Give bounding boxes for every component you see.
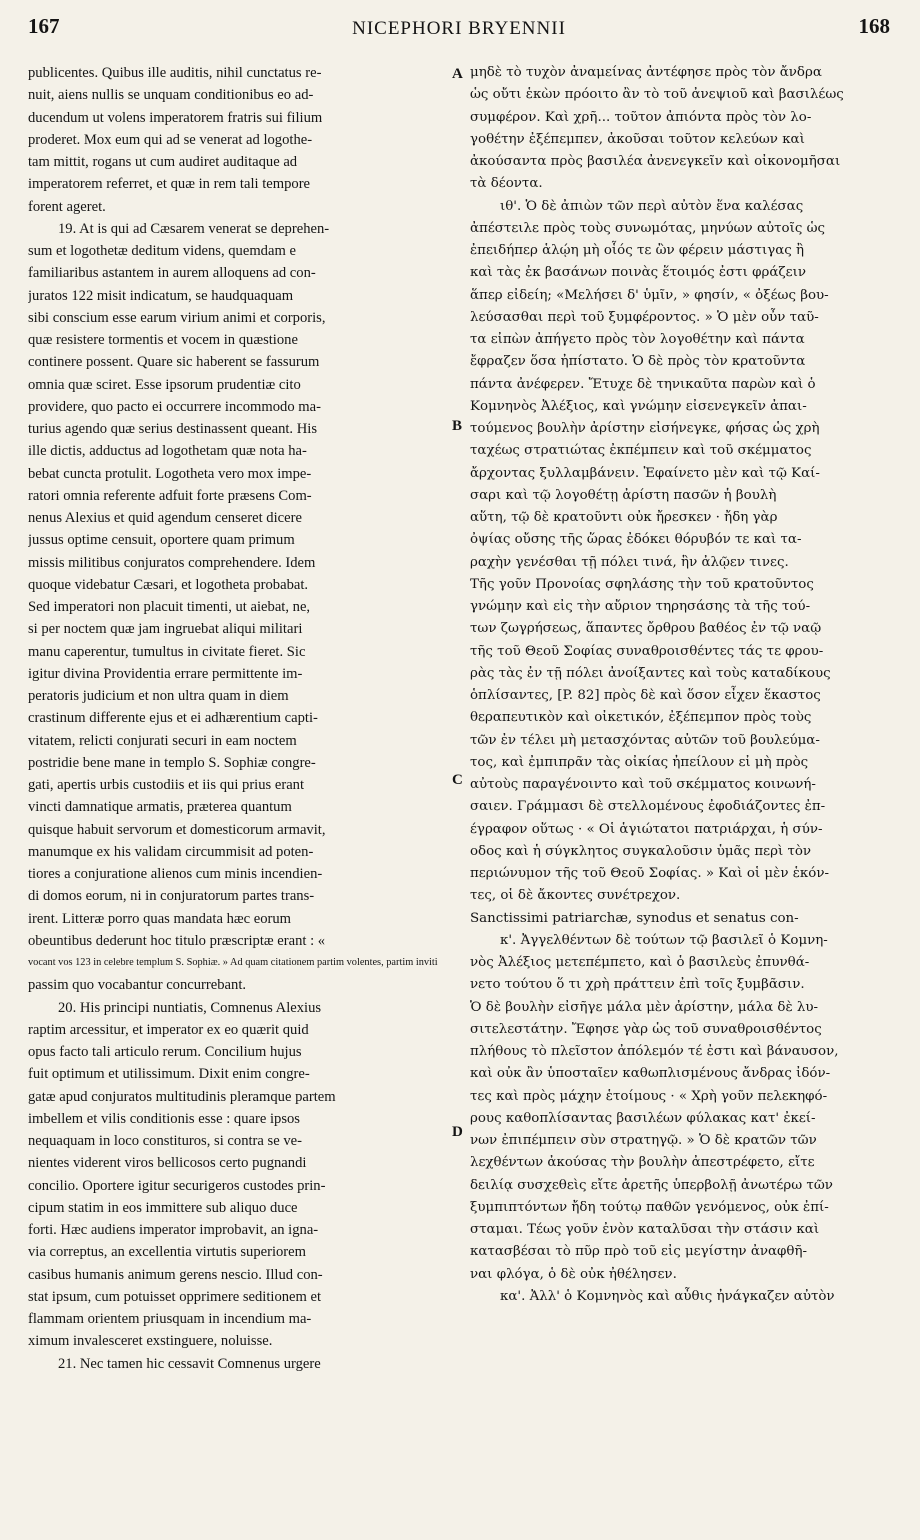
latin-text-line: sum et logothetæ deditum videns, quemdam e [28,243,296,259]
margin-marker-a: A [452,66,463,82]
greek-text-line: θεραπευτικὸν καὶ οἰκετικόν, ἐξέπεμπον πρὸς τοὺς [470,710,812,726]
latin-text-line: ximum invalesceret exstinguere, noluisse. [28,1333,273,1350]
latin-text-line: omnia quæ sciret. Esse ipsorum prudentiæ cito [28,376,301,393]
greek-text-line: ραχὴν γενέσθαι τῇ πόλει τινά, ἣν ἀλῷεν τινες. [470,554,789,570]
latin-text-line: quoque videbatur Cæsari, et logotheta probabat. [28,576,309,593]
latin-text-line: juratos 122 misit indicatum, se haudquaquam [28,287,294,304]
latin-text-line: stat ipsum, cum potuisset opprimere seditionem et [28,1288,322,1305]
greek-text-line: τα εἰπὼν ἀπήγετο πρὸς τὸν λογοθέτην καὶ πάντα [470,332,805,347]
latin-text-line: igitur divina Providentia errare permittente im- [28,665,303,682]
greek-text-line: τος, καὶ ἐμπιπρᾶν τὰς οἰκίας ἠπείλουν εἰ μὴ πρὸς [470,754,809,770]
greek-text-line: μηδὲ τὸ τυχὸν ἀναμείνας ἀντέφησε πρὸς τὸν ἄνδρα [470,65,822,80]
margin-marker-b: B [452,418,463,434]
greek-text-line: τες, οἱ δὲ ἄκοντες συνέτρεχον. [470,888,681,904]
latin-text-line: vincti damnatique armatis, præterea quantum [28,799,292,816]
latin-text-line: ducendum ut volens imperatorem fratris sui filium [28,109,323,126]
greek-text-line: ἀπέστειλε πρὸς τοὺς συνωμότας, μηνύων αὐτοῖς ὡς [470,220,826,236]
greek-text-line: κατασβέσαι τὸ πῦρ πρὸ τοῦ εἰς μεγίστην ἀναφθῆ- [470,1244,808,1260]
latin-text-line: forent ageret. [28,198,106,215]
greek-text-line: ἔφραζεν ὅσα ἠπίστατο. Ὁ δὲ πρὸς τὸν κρατοῦντα [470,354,806,370]
greek-text-line: ρὰς τὰς ἐν τῇ πόλει ἀνοίξαντες καὶ τοὺς καταδίκους [470,665,831,681]
greek-text-line: πλήθους τὸ πλεῖστον ἀπόλεμόν τέ ἐστι καὶ βάναυσον, [470,1044,839,1059]
latin-text-line: familiaribus astantem in aurem alloquens ad con- [28,265,316,282]
greek-text-line: τῶν ἐν τέλει μὴ μετασχόντας αὐτῶν τοῦ βουλεύμα- [470,732,820,748]
greek-text-line: Ὁ δὲ βουλὴν εἰσῆγε μάλα μὲν ἀρίστην, μάλα δὲ λυ- [470,999,819,1015]
latin-text-line: bebat cuncta protulit. Logotheta vero mox impe- [28,465,312,482]
latin-text-line: flammam orientem priusquam in incendium ma- [28,1311,312,1327]
latin-text-line: nientes viderent viros bellicosos certo pugnandi [28,1155,307,1172]
latin-text-line: Sed imperatori non placuit timenti, ut aiebat, ne, [28,599,311,615]
latin-text-line: gatæ apud conjuratos multitudinis pleramque partem [28,1088,336,1105]
greek-text-line: σαιεν. Γράμμασι δὲ στελλομένους ἐφοδιάζοντες ἐπ- [470,799,826,815]
greek-text-line: Sanctissimi patriarchæ, synodus et senatus con- [470,910,799,926]
latin-text-line: irent. Litteræ porro quas mandata hæc eorum [28,910,292,927]
greek-text-line: τούμενος βουλὴν ἀρίστην εἰσήνεγκε, φήσας ὡς χρὴ [470,421,820,436]
latin-text-line: providere, quo pacto ei occurrere incommodo ma- [28,398,321,415]
latin-text-line: tam mittit, rogans ut cum audiret auditaque ad [28,154,298,170]
running-title: NICEPHORI BRYENNII [352,18,566,39]
greek-text-line: νὸς Ἀλέξιος μετεπέμπετο, καὶ ὁ βασιλεὺς ἐπυνθά- [470,955,810,970]
greek-text-line: πάντα ἀνέφερεν. Ἔτυχε δὲ τηνικαῦτα παρὼν καὶ ὁ [470,376,816,392]
greek-text-line: αὐτοὺς παραγένοιντο καὶ τοῦ σκέμματος κοινωνή- [470,777,816,792]
greek-text-line: Τῆς γοῦν Προνοίας σφηλάσης τὴν τοῦ κρατοῦντος [470,576,814,592]
latin-text-line: forti. Hæc audiens imperator improbavit, an igna- [28,1222,319,1238]
page-header [28,8,890,50]
right-page-number: 168 [858,14,890,38]
latin-text-line: quisque habuit servorum et domesticorum armavit, [28,821,326,838]
greek-text-line: γοθέτην ἐξέπεμπεν, ἀκοῦσαι τοῦτον κελεύων καὶ [470,131,805,147]
latin-text-line: gati, apertis urbis custodiis et iis qui prius erant [28,777,305,793]
latin-text-line: quæ resistere tormentis et vocem in quæstione [28,332,298,348]
greek-text-line: ταχέως στρατιώτας ἐκπέμπειν καὶ τοῦ σκέμματος [470,443,812,459]
greek-text-line: έγραφον οὕτως · « Οἱ ἁγιώτατοι πατριάρχαι, ἡ σύν- [470,821,823,837]
latin-text-line: nenus Alexius et quid agendum censeret dicere [28,510,302,526]
latin-text-line: concilio. Oportere igitur securigeros custodes prin- [28,1177,326,1194]
latin-text-line: casibus humanis animum gerens nescio. Illud con- [28,1266,323,1283]
greek-text-line: συμφέρον. Καὶ χρῆ... τοῦτον ἀπιόντα πρὸς τὸν λο- [470,109,812,125]
latin-text-line: missis militibus conjuratos comprehendere. Idem [28,554,316,571]
greek-text-line: περιώνυμον τῆς τοῦ Θεοῦ Σοφίας. » Καὶ οἱ μὲν ἑκόν- [470,866,829,881]
latin-text-line: jussus optime censuit, oportere quam primum [28,532,295,549]
greek-text-line: ἀκούσαντα πρὸς βασιλέα ἀνενεγκεῖν καὶ οἰκονομῆσαι [470,154,841,169]
latin-text-line: nuit, aiens nullis se unquam conditionibus eo ad- [28,87,314,104]
greek-text-line: ἅπερ εἰδείη; «Μελήσει δ' ὑμῖν, » φησίν, « ὀξέως βου- [470,287,829,303]
greek-text-line: σαρι καὶ τῷ λογοθέτῃ ἀρίστη πασῶν ἡ βουλὴ [470,487,777,503]
latin-text-line: di domos eorum, ni in conjuratorum partes trans- [28,888,315,905]
latin-text-line: ille dictis, adductus ad logothetam quæ nota ha- [28,443,307,460]
latin-text-line: crastinum differente ejus et ei adhærentium capti- [28,710,318,727]
greek-text-line: λεύσασθαι περὶ τοῦ ξυμφέροντος. » Ὁ μὲν οὖν ταῦ- [470,309,819,325]
latin-text-line: imbellem et vilis conditionis esse : quare ipsos [28,1110,300,1127]
latin-text-line: manu caperentur, tumultus in civitate fieret. Sic [28,643,306,660]
greek-text-line: γνώμην καὶ εἰς τὴν αὔριον τηρησάσης τὰ τῆς τού- [470,599,811,614]
greek-text-line: ἄρχοντας ξυλλαμβάνειν. Ἐφαίνετο μὲν καὶ τῷ Καί- [470,465,820,481]
latin-text-line: obeuntibus dederunt hoc titulo præscriptæ erant : « [28,932,326,949]
latin-text-line: opus facto tali articulo rerum. Concilium hujus [28,1044,302,1060]
latin-text-line: raptim arcessitur, et imperator ex eo quærit quid [28,1021,309,1038]
greek-text-line: καὶ τὰς ἐκ βασάνων ποινὰς ἕτοιμός ἐστι φράζειν [470,265,806,281]
margin-marker-c: C [452,772,463,788]
greek-text-line: σιτελεστάτην. Ἔφησε γὰρ ὡς τοῦ συναθροισθέντος [470,1021,822,1037]
latin-text-line: passim quo vocabantur concurrebant. [28,977,247,994]
greek-text-line: ιθ'. Ὁ δὲ ἀπιὼν τῶν περὶ αὐτὸν ἕνα καλέσας [500,198,804,214]
latin-text-line: postridie bene mane in templo S. Sophiæ congre- [28,754,316,771]
margin-marker-d: D [452,1124,463,1140]
greek-text-line: νων ἐπιπέμπειν σὺν στρατηγῷ. » Ὁ δὲ κρατῶν τῶν [470,1133,817,1148]
greek-text-line: ἐπειδήπερ ἁλῴη μὴ οἷός τε ὢν φέρειν μάστιγας ἢ [470,243,805,258]
greek-text-line: αὕτη, τῷ δὲ κρατοῦντι οὐκ ἤρεσκεν · ἤδη γὰρ [470,510,778,525]
latin-text-line: 21. Nec tamen hic cessavit Comnenus urgere [58,1355,321,1372]
greek-text-line: των ζωγρήσεως, ἅπαντες ὄρθρου βαθέος ἐν τῷ ναῷ [470,621,822,637]
latin-text-line: turius agendo quæ serius destinassent queant. His [28,421,317,437]
latin-text-line: 20. His principi nuntiatis, Comnenus Alexius [58,999,322,1016]
latin-column [28,62,446,1375]
greek-text-line: νετο τούτου ὅ τι χρὴ πράττειν ἐπὶ τοῖς ξυμβᾶσιν. [470,977,805,993]
greek-text-line: ὡς οὔτι ἑκὼν πρόοιτο ἂν τὸ τοῦ ἀνεψιοῦ καὶ βασιλέως [470,87,844,103]
greek-text-line: κα'. Ἀλλ' ὁ Κομνηνὸς καὶ αὖθις ἠνάγκαζεν αὐτὸν [500,1288,835,1304]
latin-text-line: sibi conscium esse earum virium animi et corporis, [28,309,326,326]
greek-text-line: τὰ δέοντα. [470,176,543,192]
greek-text-line: τες καὶ πρὸς μάχην ἑτοίμους · « Χρὴ γοῦν πελεκηφό- [470,1088,828,1104]
greek-text-line: τῆς τοῦ Θεοῦ Σοφίας συναθροισθέντες τάς τε φρου- [470,643,824,659]
greek-text-line: Κομνηνὸς Ἀλέξιος, καὶ γνώμην εἰσενεγκεῖν ἀπαι- [470,398,807,414]
greek-text-line: κ'. Ἀγγελθέντων δὲ τούτων τῷ βασιλεῖ ὁ Κομνη- [500,932,828,948]
latin-text-line: ratori omnia referente adfuit forte præsens Com- [28,487,312,504]
greek-column [470,62,892,1308]
left-page-number: 167 [28,14,60,38]
greek-text-line: ναι φλόγα, ὁ δὲ οὐκ ἠθέλησεν. [470,1266,677,1282]
latin-text-line: imperatorem referret, et quæ in rem tali tempore [28,176,311,193]
latin-text-line: publicentes. Quibus ille auditis, nihil cunctatus re- [28,65,322,81]
greek-text-line: δειλίᾳ συσχεθεὶς εἴτε ἀρετῆς ὑπερβολῇ ἀνωτέρω τῶν [470,1177,833,1193]
latin-text-line: proderet. Mox eum qui ad se venerat ad logothe- [28,131,313,148]
latin-text-line: manumque ex his validam circummisit ad poten- [28,843,314,860]
greek-text-line: οδος καὶ ἡ σύγκλητος συγκαλοῦσιν ὑμᾶς περὶ τὸν [470,843,812,859]
latin-text-line: cipum statim in eos immittere sub aliquo duce [28,1199,298,1216]
latin-text-line: fuit optimum et utilissimum. Dixit enim congre- [28,1066,310,1083]
latin-text-line: 19. At is qui ad Cæsarem venerat se deprehen- [58,220,330,237]
latin-text-line: peratoris judicium et non ultra quam in diem [28,688,289,704]
greek-text-line: ὁπλίσαντες, [P. 82] πρὸς δὲ καὶ ὅσον εἶχεν ἕκαστος [470,688,821,703]
latin-text-line: continere possent. Quare sic haberent se fassurum [28,354,320,371]
latin-text-line: via correptus, an excellentia virtutis superiorem [28,1244,306,1261]
greek-text-line: ρους καθοπλίσαντας βασιλέων φύλακας κατ' ἐκεί- [470,1110,816,1126]
latin-text-line: si per noctem quæ jam ingruebat aliqui militari [28,621,303,638]
greek-text-line: ξυμπιπτόντων ἤδη τούτῳ παθῶν γενόμενος, οὐκ ἐπί- [470,1199,829,1215]
greek-text-line: ὀψίας οὔσης τῆς ὥρας ἐδόκει θόρυβόν τε καὶ τα- [470,532,802,548]
greek-text-line: καὶ οὐκ ἂν ὑποσταῖεν καθωπλισμένους ἄνδρας ἰδόν- [470,1066,831,1082]
greek-text-line: λεχθέντων ἀκούσας τὴν βουλὴν ἀπεστρέφετο, εἴτε [470,1155,815,1171]
latin-text-line: vocant vos 123 in celebre templum S. Sophiæ. » Ad quam citationem partim volentes, partim inviti [28,957,438,968]
greek-text-line: σταμαι. Τέως γοῦν ἐνὸν καταλῦσαι τὴν στάσιν καὶ [470,1222,820,1237]
latin-text-line: vitatem, relicti conjurati securi in eam noctem [28,732,297,749]
latin-text-line: nequaquam in loco constituros, si contra se ve- [28,1133,302,1149]
latin-text-line: tiores a conjuratione alienos cum minis incendien- [28,866,323,882]
